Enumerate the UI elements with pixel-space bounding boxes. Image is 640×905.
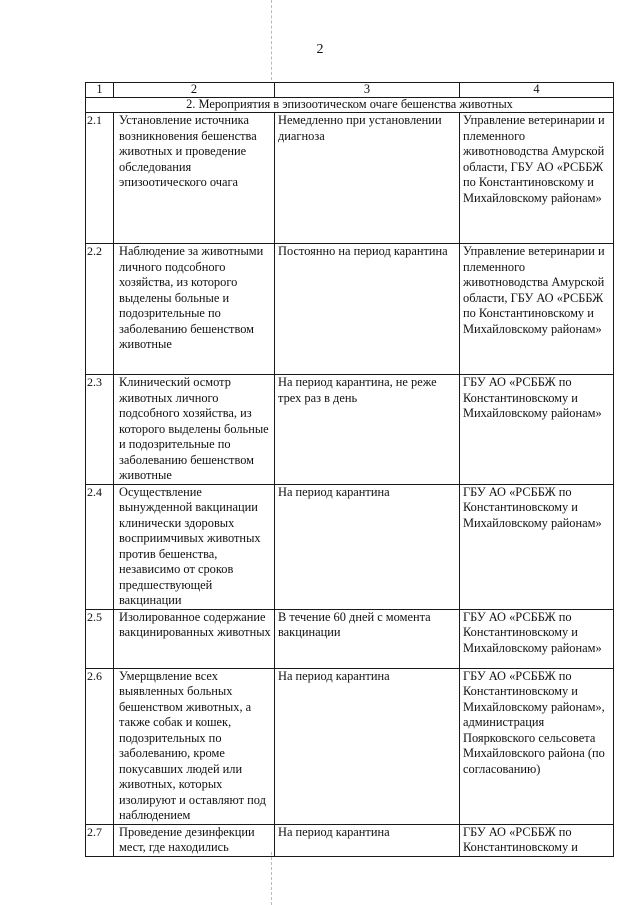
measure-cell: Установление источника возникновения бешенства животных и проведение обследования эпизоотического очага bbox=[114, 113, 275, 244]
table-row bbox=[86, 824, 614, 856]
row-number: 2.1 bbox=[86, 113, 114, 244]
executor-cell: Управление ветеринарии и племенного животноводства Амурской области, ГБУ АО «РСББЖ по Константиновскому и Михайловскому районам» bbox=[460, 113, 614, 244]
executor-cell: ГБУ АО «РСББЖ по Константиновскому и Михайловскому районам» bbox=[460, 484, 614, 609]
section-title-row bbox=[86, 98, 614, 113]
measure-cell: Осуществление вынужденной вакцинации клинически здоровых восприимчивых животных против бешенства, независимо от сроков предшествующей вакцинации bbox=[114, 484, 275, 609]
page-fold-line-bottom bbox=[271, 852, 272, 905]
table-row bbox=[86, 244, 614, 375]
executor-cell: ГБУ АО «РСББЖ по Константиновскому и Михайловскому районам», администрация Поярковского сельсовета Михайловского района (по согласованию) bbox=[460, 668, 614, 824]
measure-cell: Проведение дезинфекции мест, где находились bbox=[114, 824, 275, 856]
row-number: 2.3 bbox=[86, 375, 114, 485]
page-number: 2 bbox=[316, 42, 324, 57]
table-header-row bbox=[86, 83, 614, 98]
executor-cell: ГБУ АО «РСББЖ по Константиновскому и Михайловскому районам» bbox=[460, 609, 614, 668]
measure-cell: Умерщвление всех выявленных больных бешенством животных, а также собак и кошек, подозрительных по заболеванию, кроме покусавших людей или животных, которых изолируют и оставляют под наблюдением bbox=[114, 668, 275, 824]
term-cell: Постоянно на период карантина bbox=[275, 244, 460, 375]
executor-cell: ГБУ АО «РСББЖ по Константиновскому и Михайловскому районам» bbox=[460, 375, 614, 485]
column-header: 3 bbox=[275, 83, 460, 98]
table-row bbox=[86, 484, 614, 609]
row-number: 2.4 bbox=[86, 484, 114, 609]
measure-cell: Наблюдение за животными личного подсобного хозяйства, из которого выделены больные и подозрительные по заболеванию бешенством животные bbox=[114, 244, 275, 375]
measure-cell: Изолированное содержание вакцинированных животных bbox=[114, 609, 275, 668]
table-row bbox=[86, 375, 614, 485]
term-cell: В течение 60 дней с момента вакцинации bbox=[275, 609, 460, 668]
column-header: 4 bbox=[460, 83, 614, 98]
page-fold-line-top bbox=[271, 0, 272, 80]
row-number: 2.6 bbox=[86, 668, 114, 824]
row-number: 2.2 bbox=[86, 244, 114, 375]
measure-cell: Клинический осмотр животных личного подсобного хозяйства, из которого выделены больные и подозрительные по заболеванию бешенством животные bbox=[114, 375, 275, 485]
measures-table bbox=[85, 82, 614, 857]
row-number: 2.7 bbox=[86, 824, 114, 856]
term-cell: На период карантина bbox=[275, 668, 460, 824]
column-header: 1 bbox=[86, 83, 114, 98]
term-cell: Немедленно при установлении диагноза bbox=[275, 113, 460, 244]
term-cell: На период карантина, не реже трех раз в день bbox=[275, 375, 460, 485]
table-row bbox=[86, 113, 614, 244]
table-row bbox=[86, 668, 614, 824]
table-row bbox=[86, 609, 614, 668]
row-number: 2.5 bbox=[86, 609, 114, 668]
executor-cell: Управление ветеринарии и племенного животноводства Амурской области, ГБУ АО «РСББЖ по Константиновскому и Михайловскому районам» bbox=[460, 244, 614, 375]
section-title: 2. Мероприятия в эпизоотическом очаге бешенства животных bbox=[86, 98, 614, 113]
column-header: 2 bbox=[114, 83, 275, 98]
term-cell: На период карантина bbox=[275, 484, 460, 609]
term-cell: На период карантина bbox=[275, 824, 460, 856]
executor-cell: ГБУ АО «РСББЖ по Константиновскому и bbox=[460, 824, 614, 856]
